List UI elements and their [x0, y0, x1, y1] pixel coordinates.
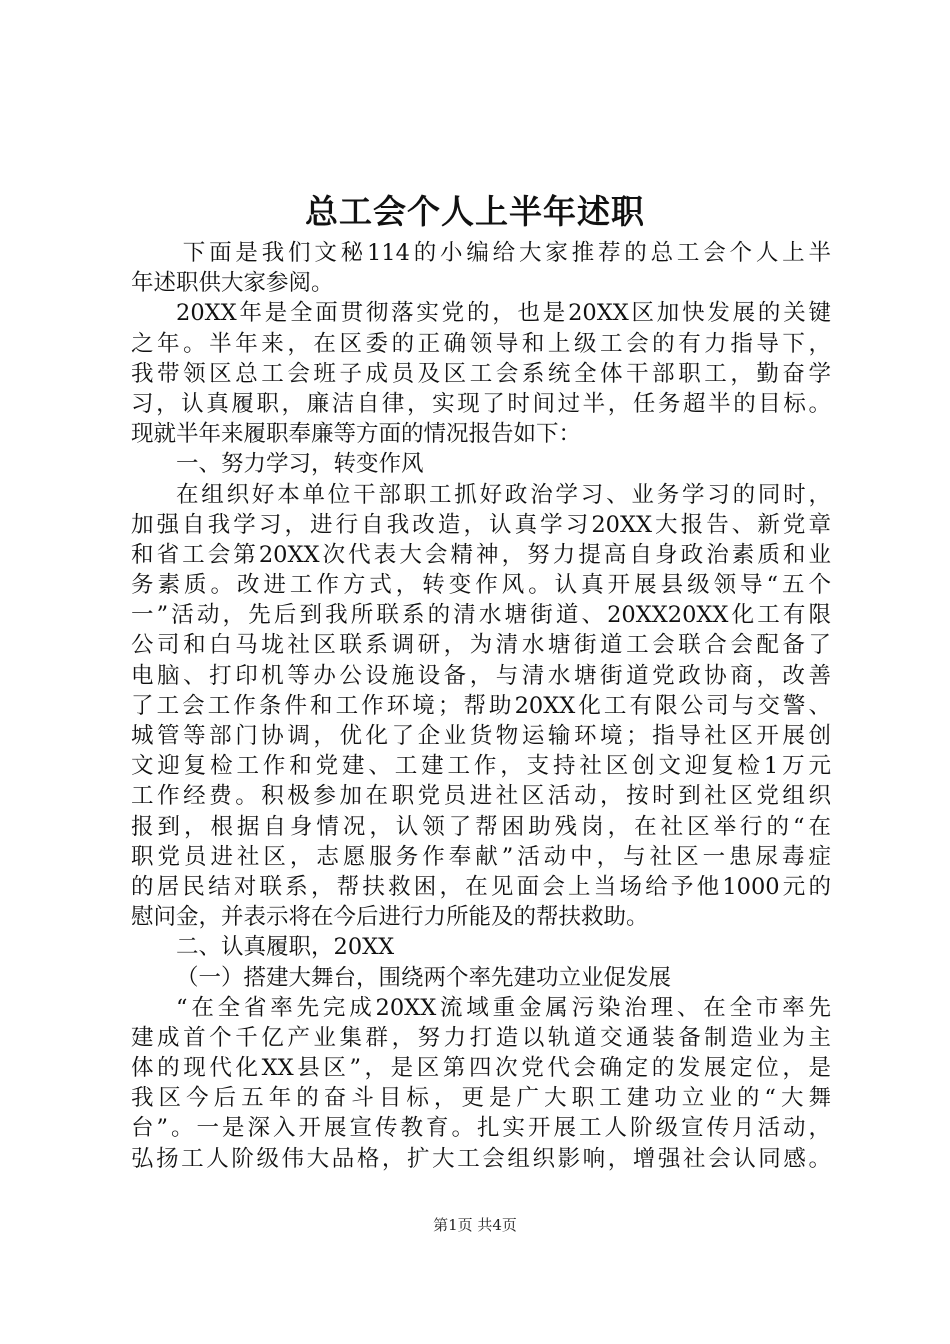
- text-line: 慰问金，并表示将在今后进行力所能及的帮扶救助。: [131, 904, 649, 931]
- text-line: 电脑、打印机等办公设施设备，与清水塘街道党政协商，改善: [131, 662, 831, 689]
- text-line: 公司和白马垅社区联系调研，为清水塘街道工会联合会配备了: [131, 632, 831, 659]
- text-line: （一）搭建大舞台，围绕两个率先建功立业促发展: [176, 964, 672, 991]
- document-title: 总工会个人上半年述职: [305, 192, 645, 231]
- text-line: 台”。一是深入开展宣传教育。扎实开展工人阶级宣传月活动，: [131, 1115, 831, 1142]
- text-line: 和省工会第20XX次代表大会精神，努力提高自身政治素质和业: [131, 541, 831, 568]
- text-line: 我带领区总工会班子成员及区工会系统全体干部职工，勤奋学: [131, 360, 831, 387]
- text-line: 体的现代化XX县区”，是区第四次党代会确定的发展定位，是: [131, 1055, 831, 1082]
- text-line: “在全省率先完成20XX流域重金属污染治理、在全市率先: [176, 994, 831, 1021]
- text-line: 之年。半年来，在区委的正确领导和上级工会的有力指导下，: [131, 330, 831, 357]
- text-line: 城管等部门协调，优化了企业货物运输环境；指导社区开展创: [131, 723, 831, 749]
- text-line: 弘扬工人阶级伟大品格，扩大工会组织影响，增强社会认同感。: [131, 1145, 831, 1172]
- text-line: 工作经费。积极参加在职党员进社区活动，按时到社区党组织: [131, 783, 831, 810]
- text-line: 年述职供大家参阅。: [131, 270, 334, 297]
- text-line: 我区今后五年的奋斗目标，更是广大职工建功立业的“大舞: [131, 1085, 831, 1112]
- text-line: 加强自我学习，进行自我改造，认真学习20XX大报告、新党章: [131, 511, 831, 538]
- document-body: [131, 238, 831, 1174]
- text-line: 文迎复检工作和党建、工建工作，支持社区创文迎复检1万元: [131, 753, 831, 780]
- page-footer: 第1页 共4页: [433, 1216, 517, 1234]
- text-line: 建成首个千亿产业集群，努力打造以轨道交通装备制造业为主: [131, 1024, 831, 1051]
- text-line: 在组织好本单位干部职工抓好政治学习、业务学习的同时，: [176, 481, 831, 508]
- text-line: 的居民结对联系，帮扶救困，在见面会上当场给予他1000元的: [131, 873, 831, 900]
- text-line: 职党员进社区，志愿服务作奉献”活动中，与社区一患尿毒症: [131, 843, 831, 870]
- text-line: 一”活动，先后到我所联系的清水塘街道、20XX20XX化工有限: [131, 602, 831, 629]
- text-line: 务素质。改进工作方式，转变作风。认真开展县级领导“五个: [131, 572, 831, 599]
- text-line: 习，认真履职，廉洁自律，实现了时间过半，任务超半的目标。: [131, 390, 831, 417]
- text-line: 了工会工作条件和工作环境；帮助20XX化工有限公司与交警、: [131, 692, 831, 719]
- text-line: 20XX年是全面贯彻落实党的，也是20XX区加快发展的关键: [176, 300, 831, 327]
- text-line: 现就半年来履职奉廉等方面的情况报告如下：: [131, 421, 582, 448]
- text-line: 二、认真履职，20XX: [176, 934, 395, 961]
- text-line: 一、努力学习，转变作风: [176, 451, 424, 478]
- text-line: 报到，根据自身情况，认领了帮困助残岗，在社区举行的“在: [131, 813, 831, 840]
- text-line: 下面是我们文秘114的小编给大家推荐的总工会个人上半: [182, 240, 831, 266]
